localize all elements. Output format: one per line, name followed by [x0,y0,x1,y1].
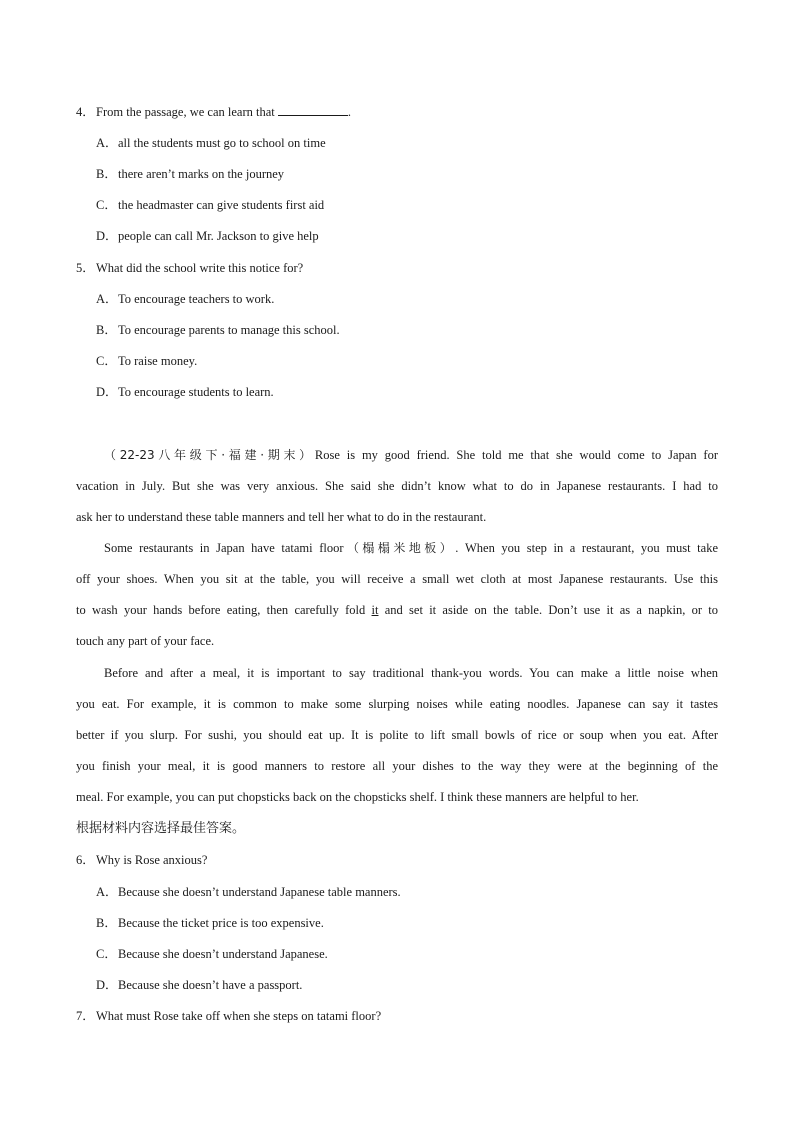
paragraph-line: off your shoes. When you sit at the table, you will receive a small wet cloth at most Japanese restaurants. Use this [76,572,718,586]
option-a [96,291,274,307]
option-letter: C． [96,198,117,212]
option-letter: D． [96,385,118,399]
option-a [96,884,401,900]
option-text: To encourage parents to manage this school. [118,323,340,337]
option-text: To raise money. [118,354,198,368]
question-text: From the passage, we can learn that [96,105,278,119]
paragraph-line: you finish your meal, it is good manners to restore all your dishes to the way they were at the beginning of the [76,759,718,773]
paragraph-line: ask her to understand these table manners and tell her what to do in the restaurant. [76,510,487,524]
option-text: Because she doesn’t understand Japanese. [118,947,328,961]
option-b [96,322,340,338]
paragraph-line: you eat. For example, it is common to make some slurping noises while eating noodles. Japanese can say it tastes [76,697,718,711]
question-number: 7． [76,1009,95,1023]
option-text: To encourage students to learn. [118,385,274,399]
paragraph-line [76,595,718,626]
question-text: Why is Rose anxious? [96,853,208,867]
paragraph-text: to wash your hands before eating, then carefully fold [76,603,372,617]
question-6 [76,852,207,868]
option-c [96,946,328,962]
underlined-word: it [371,603,379,617]
option-a [96,135,326,151]
paragraph-line [76,440,718,471]
paragraph-line: meal. For example, you can put chopsticks back on the chopsticks shelf. I think these manners are helpful to her. [76,790,639,804]
option-letter: B． [96,167,117,181]
option-letter: D． [96,978,118,992]
question-text-end: . [347,105,352,119]
question-number: 4． [76,105,95,119]
passage-paragraph-3 [76,658,718,813]
option-letter: C． [96,354,117,368]
option-text: Because she doesn’t have a passport. [118,978,303,992]
source-tag: （22-23八年级下·福建·期末） [104,448,315,462]
passage-paragraph-1 [76,440,718,533]
instruction-text: 根据材料内容选择最佳答案。 [76,821,246,836]
option-text: there aren’t marks on the journey [118,167,285,181]
question-number: 6． [76,853,95,867]
question-4 [76,104,351,120]
question-text: What must Rose take off when she steps on tatami floor? [96,1009,382,1023]
question-5 [76,260,303,276]
option-letter: A． [96,885,118,899]
option-text: people can call Mr. Jackson to give help [118,229,319,243]
option-text: all the students must go to school on time [118,136,326,150]
option-c [96,197,324,213]
option-letter: B． [96,323,117,337]
option-b [96,166,284,182]
paragraph-line [76,533,718,564]
paragraph-text: . When you step in a restaurant, you must take [455,541,718,555]
option-d [96,384,274,400]
option-letter: A． [96,136,118,150]
option-d [96,228,319,244]
option-letter: D． [96,229,118,243]
paragraph-line: touch any part of your face. [76,634,215,648]
option-text: To encourage teachers to work. [118,292,275,306]
answer-blank [278,104,348,116]
paragraph-text: Rose is my good friend. She told me that she would come to Japan for [314,448,719,462]
option-letter: B． [96,916,117,930]
option-b [96,915,324,931]
question-text: What did the school write this notice for? [96,261,304,275]
option-text: the headmaster can give students first aid [118,198,325,212]
cjk-gloss: （榻榻米地板） [343,541,456,555]
question-7 [76,1008,381,1024]
paragraph-line: better if you slurp. For sushi, you should eat up. It is polite to lift small bowls of rice or soup when you eat. After [76,728,718,742]
option-c [96,353,197,369]
option-d [96,977,302,993]
paragraph-text: Some restaurants in Japan have tatami floor [104,541,344,555]
question-number: 5． [76,261,95,275]
passage-paragraph-2 [76,533,718,657]
option-letter: C． [96,947,117,961]
option-text: Because the ticket price is too expensive. [118,916,324,930]
option-text: Because she doesn’t understand Japanese table manners. [118,885,401,899]
paragraph-text: and set it aside on the table. Don’t use it as a napkin, or to [378,603,718,617]
paragraph-line: Before and after a meal, it is important to say traditional thank-you words. You can make a little noise when [104,666,718,680]
paragraph-line: vacation in July. But she was very anxious. She said she didn’t know what to do in Japanese restaurants. I had to [76,479,718,493]
option-letter: A． [96,292,118,306]
